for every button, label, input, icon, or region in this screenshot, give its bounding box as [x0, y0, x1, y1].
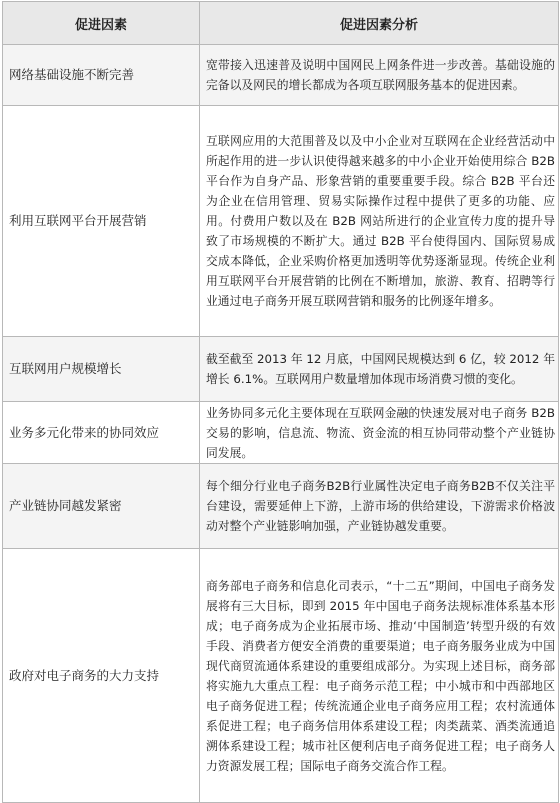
header-analysis: 促进因素分析	[200, 2, 559, 45]
table-row	[3, 402, 559, 464]
factor-cell: 产业链协同越发紧密	[3, 464, 200, 549]
factor-cell: 网络基础设施不断完善	[3, 45, 200, 106]
factor-cell: 利用互联网平台开展营销	[3, 106, 200, 337]
factor-cell: 互联网用户规模增长	[3, 337, 200, 402]
table-row	[3, 337, 559, 402]
table-row	[3, 106, 559, 337]
analysis-cell: 宽带接入迅速普及说明中国网民上网条件进一步改善。基础设施的完备以及网民的增长都成为各项互联网服务基本的促进因素。	[200, 45, 559, 106]
analysis-cell: 截至截至 2013 年 12 月底，中国网民规模达到 6 亿，较 2012 年增长 6.1%。互联网用户数量增加体现市场消费习惯的变化。	[200, 337, 559, 402]
factors-table	[2, 1, 559, 803]
header-factor: 促进因素	[3, 2, 200, 45]
table-row	[3, 464, 559, 549]
factor-cell: 业务多元化带来的协同效应	[3, 402, 200, 464]
table-row	[3, 549, 559, 803]
table-header-row	[3, 2, 559, 45]
analysis-cell: 业务协同多元化主要体现在互联网金融的快速发展对电子商务 B2B 交易的影响，信息流、物流、资金流的相互协同带动整个产业链协同发展。	[200, 402, 559, 464]
analysis-cell: 每个细分行业电子商务B2B行业属性决定电子商务B2B不仅关注平台建设，需要延伸上下游，上游市场的供给建设，下游需求价格波动对整个产业链影响加强，产业链协越发重要。	[200, 464, 559, 549]
analysis-cell: 互联网应用的大范围普及以及中小企业对互联网在企业经营活动中所起作用的进一步认识使得越来越多的中小企业开始使用综合 B2B 平台作为自身产品、形象营销的重要重要手段。综合 B2B 平台还为企业在信用管理、贸易实际操作过程中提供了更多的功能、应用。付费用户数以及在 B2B 网站所进行的企业宣传力度的提升导致了市场规模的不断扩大。通过 B2B 平台使得国内、国际贸易成交成本降低，企业采购价格更加透明等优势逐渐显现。传统企业利用互联网平台开展营销的比例在不断增加，旅游、教育、招聘等行业通过电子商务开展互联网营销和服务的比例逐年增多。	[200, 106, 559, 337]
analysis-cell: 商务部电子商务和信息化司表示，“十二五”期间，中国电子商务发展将有三大目标，即到 2015 年中国电子商务法规标准体系基本形成；电子商务成为企业拓展市场、推动‘中国制造’转型升级的有效手段、消费者方便安全消费的重要渠道；电子商务服务业成为中国现代商贸流通体系建设的重要组成部分。为实现上述目标，商务部将实施九大重点工程：电子商务示范工程；中小城市和中西部地区电子商务促进工程；传统流通企业电子商务应用工程；农村流通体系促进工程；电子商务信用体系建设工程；肉类蔬菜、酒类流通追溯体系建设工程；城市社区便利店电子商务促进工程；电子商务人力资源发展工程；国际电子商务交流合作工程。	[200, 549, 559, 803]
factor-cell: 政府对电子商务的大力支持	[3, 549, 200, 803]
table-row	[3, 45, 559, 106]
